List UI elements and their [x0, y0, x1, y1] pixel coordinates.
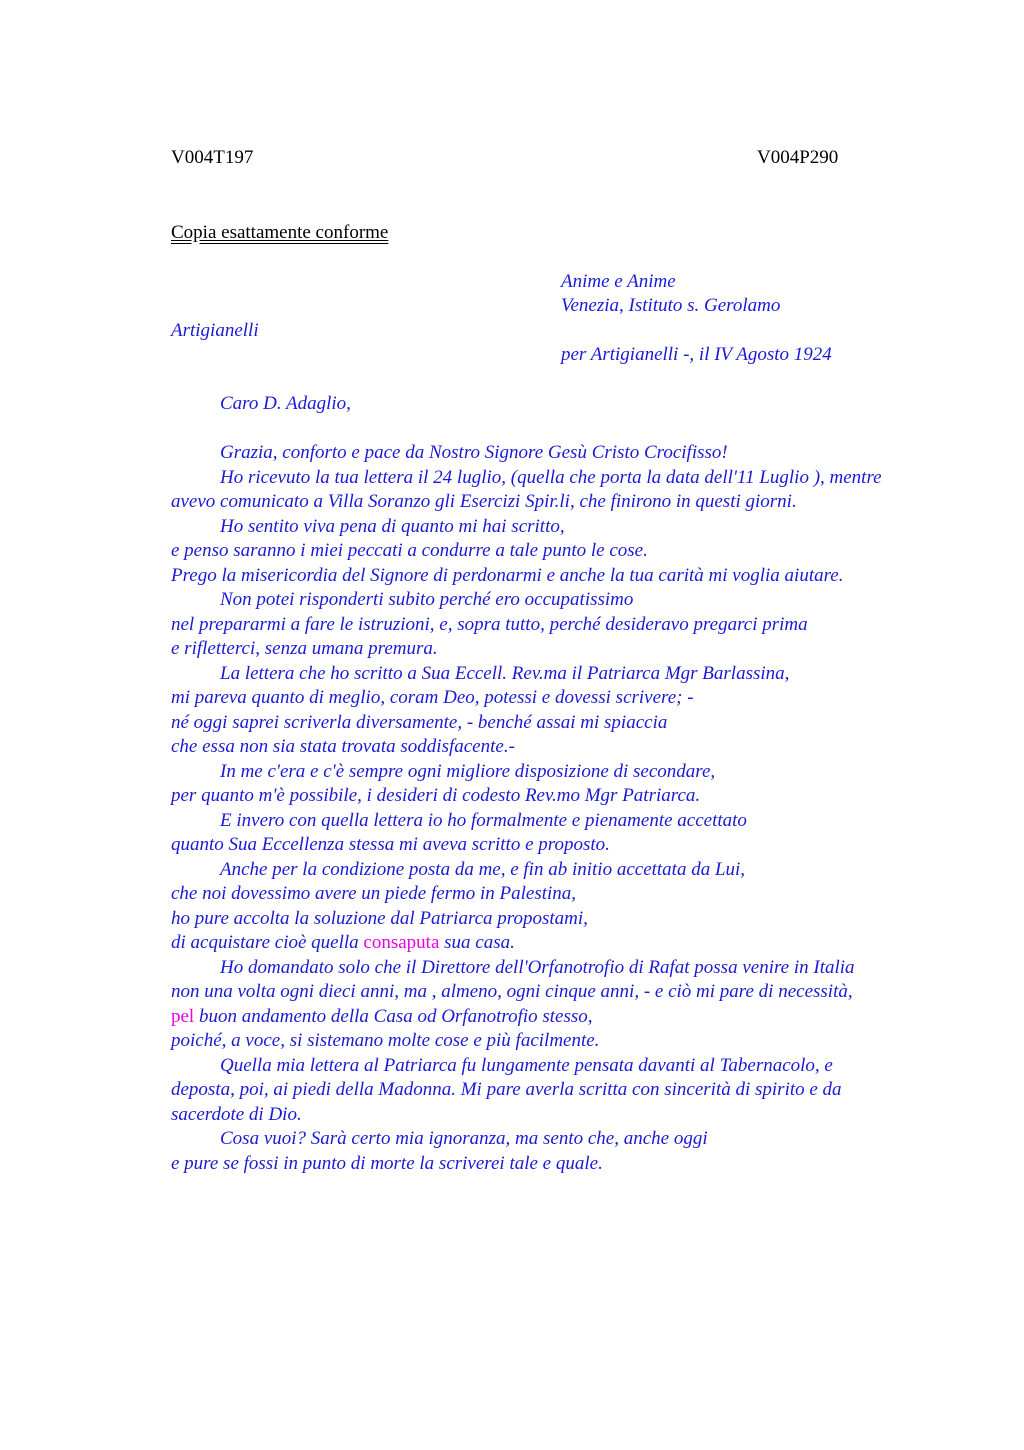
- paragraph-line: mi pareva quanto di meglio, coram Deo, potessi e dovessi scrivere; -: [171, 687, 694, 708]
- highlighted-word: consaputa: [363, 932, 440, 953]
- paragraph-line: quanto Sua Eccellenza stessa mi aveva scritto e proposto.: [171, 834, 610, 855]
- heading-place-cont: Artigianelli: [171, 320, 259, 341]
- paragraph: In me c'era e c'è sempre ogni migliore disposizione di secondare,: [220, 760, 716, 782]
- highlighted-word: pel: [171, 1005, 195, 1027]
- paragraph: Ho sentito viva pena di quanto mi hai scritto,: [220, 515, 565, 537]
- document-code-right: V004P290: [757, 147, 839, 168]
- salutation: Caro D. Adaglio,: [220, 393, 351, 414]
- paragraph-line: nel prepararmi a fare le istruzioni, e, sopra tutto, perché desideravo pregarci prima: [171, 613, 808, 635]
- paragraph: Grazia, conforto e pace da Nostro Signore Gesù Cristo Crocifisso!: [220, 442, 728, 463]
- paragraph: Anche per la condizione posta da me, e fin ab initio accettata da Lui,: [220, 858, 746, 880]
- paragraph: Ho ricevuto la tua lettera il 24 luglio, (quella che porta la data dell'11 Luglio ), mentre avevo comunicato a Villa Soranzo gli Esercizi Spir.li, che finirono in questi giorni.: [171, 466, 882, 512]
- letter-body: [171, 441, 891, 1176]
- heading-place: Venezia, Istituto s. Gerolamo: [561, 295, 781, 316]
- text-run: buon andamento della Casa od Orfanotrofio stesso,: [194, 1005, 593, 1027]
- paragraph-line: [171, 931, 891, 956]
- paragraph: Quella mia lettera al Patriarca fu lungamente pensata davanti al Tabernacolo, e deposta, poi, ai piedi della Madonna. Mi pare averla scritta con sincerità di spirito e da sacerdote di Dio.: [171, 1054, 842, 1125]
- paragraph-line: e rifletterci, senza umana premura.: [171, 638, 438, 659]
- paragraph-line: [171, 1005, 891, 1030]
- paragraph-line: e pure se fossi in punto di morte la scriverei tale e quale.: [171, 1152, 603, 1174]
- paragraph: Cosa vuoi? Sarà certo mia ignoranza, ma sento che, anche oggi: [220, 1128, 708, 1149]
- paragraph-line: ho pure accolta la soluzione dal Patriarca propostami,: [171, 907, 588, 929]
- paragraph-line: che essa non sia stata trovata soddisfacente.-: [171, 736, 515, 757]
- paragraph: Non potei risponderti subito perché ero occupatissimo: [220, 589, 634, 610]
- paragraph-line: che noi dovessimo avere un piede fermo in Palestina,: [171, 883, 577, 904]
- heading-date: per Artigianelli -, il IV Agosto 1924: [561, 344, 832, 365]
- paragraph-line: per quanto m'è possibile, i desideri di codesto Rev.mo Mgr Patriarca.: [171, 785, 701, 806]
- paragraph-line: e penso saranno i miei peccati a condurre a tale punto le cose.: [171, 540, 648, 561]
- heading-motto: Anime e Anime: [561, 271, 676, 292]
- text-run: sua casa.: [439, 932, 515, 953]
- document-code-left: V004T197: [171, 147, 254, 168]
- paragraph-line: Prego la misericordia del Signore di perdonarmi e anche la tua carità mi voglia aiutare.: [171, 564, 844, 586]
- paragraph-line: né oggi saprei scriverla diversamente, - benché assai mi spiaccia: [171, 711, 668, 733]
- paragraph: E invero con quella lettera io ho formalmente e pienamente accettato: [220, 809, 747, 831]
- text-run: di acquistare cioè quella: [171, 932, 364, 953]
- paragraph: Ho domandato solo che il Direttore dell'Orfanotrofio di Rafat possa venire in Italia: [220, 956, 855, 978]
- copy-note: Copia esattamente conforme: [171, 222, 389, 243]
- paragraph: La lettera che ho scritto a Sua Eccell. Rev.ma il Patriarca Mgr Barlassina,: [220, 662, 790, 684]
- paragraph-line: poiché, a voce, si sistemano molte cose e più facilmente.: [171, 1030, 600, 1051]
- paragraph-line: non una volta ogni dieci anni, ma , almeno, ogni cinque anni, - e ciò mi pare di necessità,: [171, 981, 853, 1002]
